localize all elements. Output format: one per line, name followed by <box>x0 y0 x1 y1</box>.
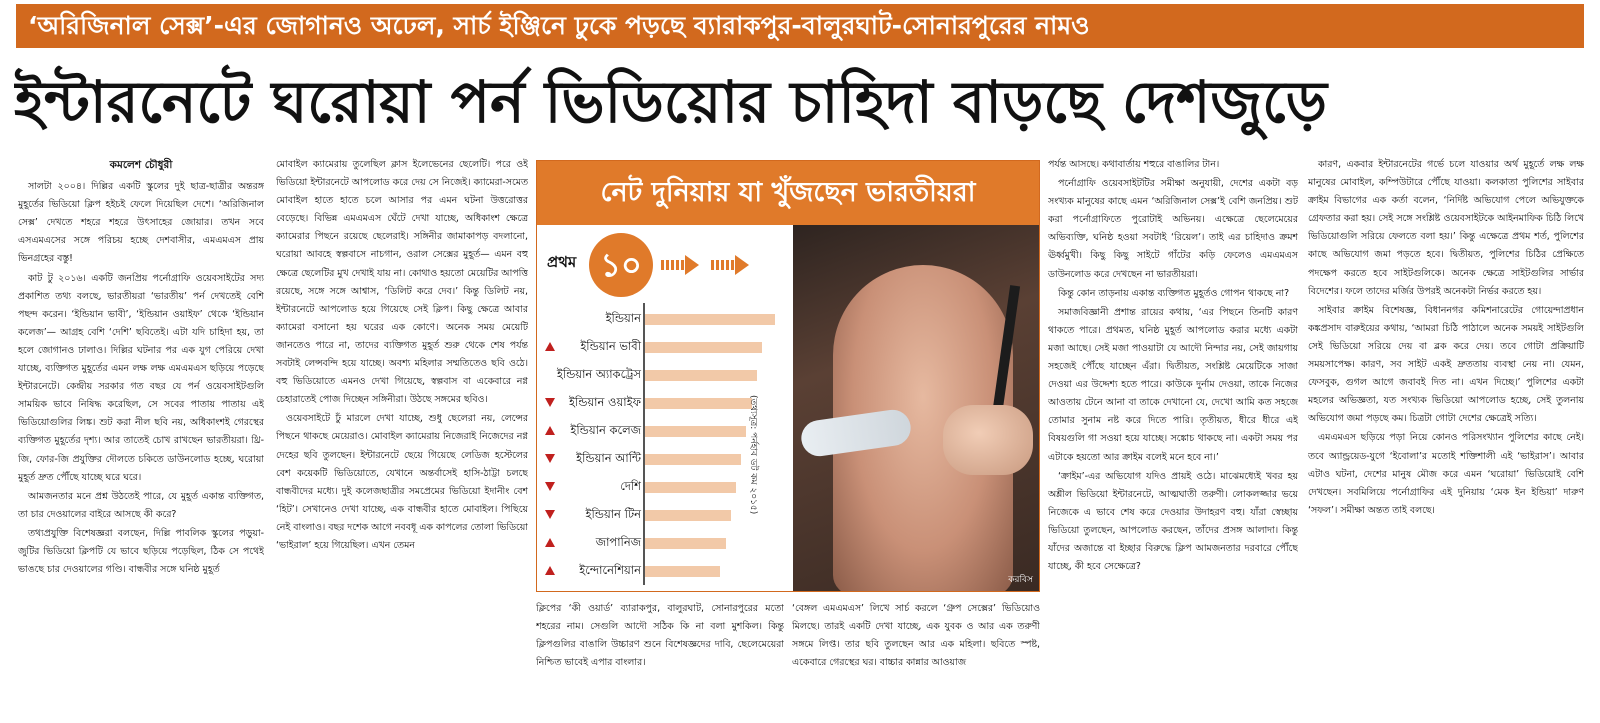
kicker-banner <box>16 4 1584 48</box>
trend-down-icon <box>545 454 555 463</box>
paragraph: কারণ, একবার ইন্টারনেটের গর্ভে চলে যাওয়ার অর্থ মুহূর্তে লক্ষ লক্ষ মানুষের মোবাইল, কম্পিউটারে পৌঁছে যাওয়া। কলকাতা পুলিশের সাইবার ক্রাইম বিভাগের এক কর্তা বলেন, ‘নির্দিষ্ট অভিযোগ পেলে অভিযুক্তকে গ্রেফতার করা হয়। সেই সঙ্গে সংশ্লিষ্ট ওয়েবসাইটকে আইনমাফিক চিঠি লিখে ভিডিয়োগুলি সরিয়ে ফেলতে বলা হয়।’ কিন্তু এক্ষেত্রে প্রথম শর্ত, পুলিশের কাছে অভিযোগ জমা পড়তে হবে। দ্বিতীয়ত, পুলিশের চিঠির প্রেক্ষিতে পদক্ষেপ করতে হবে সাইটগুলিকে। অনেক ক্ষেত্রে সাইটগুলির সার্ভার বিদেশের। ফলে তাদের মর্জির উপরই অনেকটা নির্ভর করতে হয়। <box>1308 159 1584 297</box>
list-item-bar <box>645 482 736 493</box>
list-item-bar <box>645 426 746 437</box>
trend-up-icon <box>545 566 555 575</box>
paragraph: কাট টু ২০১৬। একটি জনপ্রিয় পর্নোগ্রাফি ওয়েবসাইটের সদ্য প্রকাশিত তথ্য বলছে, ভারতীয়রা ‘ভারতীয়’ পর্ন দেখতেই বেশি পছন্দ করেন। ‘ইন্ডিয়ান ভাবী’, ‘ইন্ডিয়ান ওয়াইফ’ থেকে ‘ইন্ডিয়ান কলেজ’— আগ্রহ বেশি ‘দেশি’ ছবিতেই। এটা যদি চাহিদা হয়, তা হলে জোগানও ঢালাও। দিল্লির ঘটনার পর এক যুগ পেরিয়ে দেখা যাচ্ছে, ব্যক্তিগত মুহূর্তের এমন লক্ষ লক্ষ এমএমএস ছড়িয়ে পড়েছে ইন্টারনেটে। কেন্দ্রীয় সরকার গত বছর যে পর্ন ওয়েবসাইটগুলি সাময়িক ভাবে নিষিদ্ধ করেছিল, সে সবের পাতায় পাতায় এই ভিডিয়োগুলির লিঙ্ক। শুট করা নীল ছবি নয়, অধিকাংশই গেরস্থের ব্যক্তিগত মুহূর্তের দৃশ্য। আর তাতেই চোখ রাখছেন ভারতীয়রা। থ্রি-জি, ফোর-জি প্রযুক্তির দৌলতে চকিতে ডাউনলোড হচ্ছে, ঘরোয়া মুহূর্ত দ্রুত পৌঁছে যাচ্ছে ঘরে ঘরে। <box>18 272 264 483</box>
trend-down-icon <box>545 482 555 491</box>
photo-credit: করবিস <box>1008 575 1033 585</box>
trend-up-icon <box>545 538 555 547</box>
paragraph: ওয়েবসাইটে ঢুঁ মারলে দেখা যাচ্ছে, শুধু ছেলেরা নয়, লেন্সের পিছনে থাকছে মেয়েরাও। মোবাইল ক্যামেরায় নিজেরাই নিজেদের নগ্ন দেহের ছবি তুলছেন। ইন্টারনেটে ছেয়ে গিয়েছে লেডিজ হস্টেলের বেশ কয়েকটি ভিডিয়োতে, যেখানে অন্তর্বাসেই হাসি-ঠাট্টা চলছে বান্ধবীদের মধ্যে। দুই কলেজছাত্রীর সমপ্রেমের ভিডিয়ো ইদানীং বেশ ‘হিট’। সেখানেও দেখা যাচ্ছে, এক বান্ধবীর হাতে মোবাইল। পিছিয়ে নেই বাংলাও। বছর দশেক আগে নববধূ এক কাপলের তোলা ভিডিয়ো ‘ভাইরাল’ হয়ে গিয়েছিল। এখন তেমন <box>276 413 528 551</box>
paragraph: পর্যন্ত আসছে। কথাবার্তায় শহুরে বাঙালির টান। <box>1048 159 1220 170</box>
kicker-text: ‘অরিজিনাল সেক্স’-এর জোগানও অঢেল, সার্চ ইঞ্জিনে ঢুকে পড়ছে ব্যারাকপুর-বালুরঘাট-সোনারপুরের নামও <box>28 11 1090 40</box>
list-item-bar <box>645 314 775 325</box>
list-item-bar <box>645 398 752 409</box>
paragraph: সমাজবিজ্ঞানী প্রশান্ত রায়ের কথায়, ‘এর পিছনে তিনটি কারণ থাকতে পারে। প্রথমত, ঘনিষ্ঠ মুহূর্ত আপলোড করার মধ্যে একটা মজা আছে। সেই মজা পাওয়াটা যে আদৌ নিন্দার নয়, সেই জায়গায় সহজেই পৌঁছে যাচ্ছেন এঁরা। দ্বিতীয়ত, সংশ্লিষ্ট মেয়েটিকে সাজা দেওয়া এর উদ্দেশ্য হতে পারে। কাউকে দুর্নাম দেওয়া, তাকে নিজের আওতায় টেনে আনা বা তাকে দেখানো যে, দেখো আমি কত সহজে তোমার সুনাম নষ্ট করে দিতে পারি। তৃতীয়ত, ধীরে ধীরে এই বিষয়গুলি গা সওয়া হয়ে যাচ্ছে। সঙ্কোচ থাকছে না। একটা সময় পর এটাকে হয়তো আর ক্রাইম বলেই মনে হবে না।’ <box>1048 306 1298 463</box>
article-column-4 <box>792 600 1040 715</box>
ten-badge: ১০ <box>589 233 653 297</box>
list-item <box>537 335 793 359</box>
list-item-label: ইন্ডিয়ান <box>605 311 641 325</box>
source-note: (তথ্যসূত্র: পর্নহাব ডট কম ২০১৫) <box>748 395 758 515</box>
list-item-bar <box>645 342 762 353</box>
paragraph: সালটা ২০০৪। দিল্লির একটি স্কুলের দুই ছাত্র-ছাত্রীর অন্তরঙ্গ মুহূর্তের ভিডিয়ো ক্লিপ হইচই ফেলে দিয়েছিল দেশে। ‘অরিজিনাল সেক্স’ দেখতে শহরে শহরে উৎসাহের জোয়ার। তখন সবে এসএমএসের সঙ্গে পরিচয় হচ্ছে দেশবাসীর, এমএমএস প্রায় ভিনগ্রহের বস্তু! <box>18 181 264 265</box>
paragraph: মোবাইল ক্যামেরায় তুলেছিল ক্লাস ইলেভেনের ছেলেটি। পরে ওই ভিডিয়ো ইন্টারনেটে আপলোড করে দেয় সে নিজেই। ক্যামেরা-সমেত মোবাইল হাতে হাতে চলে আসার পর এমন ঘটনা উত্তরোত্তর বেড়েছে। বিভিন্ন এমএমএস ঘেঁটে দেখা যাচ্ছে, অধিকাংশ ক্ষেত্রে ক্যামেরার পিছনে রয়েছে ছেলেরাই। সঙ্গিনীর জামাকাপড় বদলানো, ঘরোয়া আবহে স্বল্পবাসে নাচগান, ওরাল সেক্সের মুহূর্ত— এমন বহু ক্ষেত্রে ছেলেটির মুখ দেখাই যায় না। কোথাও হয়তো মেয়েটির আপত্তি রয়েছে, সঙ্গে সঙ্গে আশ্বাস, ‘ডিলিট করে দেব।’ কিন্তু ডিলিট নয়, ইন্টারনেটে আপলোড হয়ে গিয়েছে সেই ক্লিপ। কিছু ক্ষেত্রে আবার ক্যামেরা বসানো হয় ঘরের এক কোণে। অনেক সময় মেয়েটি জানতেও পারে না, তাদের ব্যক্তিগত মুহূর্ত শুরু থেকে শেষ পর্যন্ত সবটাই লেন্সবন্দি হয়ে যাচ্ছে। অবশ্য মহিলার সম্মতিতেও ছবি ওঠে। বহু ভিডিয়োতে এমনও দেখা গিয়েছে, স্বল্পবাস বা একেবারে নগ্ন চেহারাতেই পোজ দিচ্ছেন সঙ্গিনীরা। উঠছে সঙ্গমের ছবিও। <box>276 159 528 406</box>
article-column-2 <box>276 156 528 716</box>
headline: ইন্টারনেটে ঘরোয়া পর্ন ভিডিয়োর চাহিদা বাড়ছে দেশজুড়ে <box>14 68 1327 136</box>
article-column-3 <box>536 600 784 715</box>
paragraph: আমজনতার মনে প্রশ্ন উঠতেই পারে, যে মুহূর্ত একান্ত ব্যক্তিগত, তা চার দেওয়ালের বাইরে আসছে কী করে? <box>18 490 264 520</box>
arrow-icon <box>711 255 749 275</box>
list-item-bar <box>645 370 757 381</box>
article-column-1 <box>18 156 264 716</box>
list-item-bar <box>645 538 726 549</box>
list-item-label: দেশি <box>620 479 641 493</box>
list-item <box>537 559 793 583</box>
infographic <box>536 160 1040 592</box>
paragraph: সাইবার ক্রাইম বিশেষজ্ঞ, বিধাননগর কমিশনারেটের গোয়েন্দাপ্রধান কঙ্কপ্রসাদ বারুইয়ের কথায়, ‘আমরা চিঠি পাঠালে অনেক সময়ই সাইটগুলি সেই ভিডিয়ো সরিয়ে দেয় বা ব্লক করে দেয়। তবে গোটা প্রক্রিয়াটি সময়সাপেক্ষ। কারণ, সব সাইট একই দ্রুততায় ব্যবস্থা নেয় না। যেমন, ফেসবুক, গুগল আগে জবাবই দিত না। এখন দিচ্ছে।’ পুলিশের একটা মহলের অভিজ্ঞতা, যত সংখ্যক ভিডিয়ো আপলোড হচ্ছে, সেই তুলনায় অভিযোগ জমা পড়ছে কম। চিত্রটা গোটা দেশের ক্ষেত্রেই সত্যি। <box>1308 304 1584 425</box>
list-item-bar <box>645 454 741 465</box>
list-item-label: ইন্ডিয়ান আন্টি <box>576 451 641 465</box>
list-item <box>537 307 793 331</box>
prothom-label: প্রথম <box>547 253 577 271</box>
trend-down-icon <box>545 398 555 407</box>
paragraph: ক্লিপের ‘কী ওয়ার্ড’ ব্যারাকপুর, বালুরঘাট, সোনারপুরের মতো শহরের নাম। সেগুলি আদৌ সঠিক কি না বলা মুশকিল। কিন্তু ক্লিপগুলির বাঙালি উচ্চারণ শুনে বিশেষজ্ঞদের দাবি, ছেলেমেয়েরা নিশ্চিত ভাবেই এপার বাংলার। <box>536 603 784 669</box>
list-item-label: ইন্ডিয়ান টিন <box>585 507 641 521</box>
trend-up-icon <box>545 342 555 351</box>
illustration-photo <box>793 225 1039 591</box>
list-item-label: ইন্ডিয়ান অ্যাকট্রেস <box>556 367 641 381</box>
paragraph: পর্নোগ্রাফি ওয়েবসাইটটির সমীক্ষা অনুযায়ী, দেশের একটা বড় সংখ্যক মানুষের কাছে এমন ‘অরিজিনাল সেক্স’ই বেশি জনপ্রিয়। শুট করা পর্নোগ্রাফিতে পুরোটাই অভিনয়। এক্ষেত্রে ছেলেমেয়ের অভিব্যক্তি, ঘনিষ্ঠ হওয়া সবটাই ‘রিয়েল’। তাই এর চাহিদাও ক্রমশ ঊর্ধ্বমুখী। কিছু কিছু সাইটে গাঁটের কড়ি ফেলেও এমএমএস ডাউনলোড করে দেখছেন না ভারতীয়রা। <box>1048 178 1298 280</box>
trend-down-icon <box>545 510 555 519</box>
paragraph: কিন্তু কোন তাড়নায় একান্ত ব্যক্তিগত মুহূর্তও গোপন থাকছে না? <box>1058 287 1290 299</box>
paragraph: ‘ক্রাইম’-এর অভিযোগ যদিও প্রায়ই ওঠে। মাঝেমধ্যেই খবর হয় অশ্লীল ভিডিয়ো ইন্টারনেটে, আত্মঘাতী তরুণী। লোকলজ্জার ভয়ে নিজেকে এ ভাবে শেষ করে দেওয়ার উদাহরণ বহু। যাঁরা স্বেচ্ছায় ভিডিয়ো তুলছেন, আপলোড করছেন, তাঁদের প্রসঙ্গ আলাদা। কিন্তু যাঁদের অজান্তে বা ইচ্ছার বিরুদ্ধে ক্লিপ আমজনতার দরবারে পৌঁছে যাচ্ছে, কী হবে সেক্ষেত্রে? <box>1048 470 1298 573</box>
list-item <box>537 363 793 387</box>
article-column-5 <box>1048 156 1298 716</box>
byline: কমলেশ চৌধুরী <box>109 159 173 171</box>
list-item-bar <box>645 566 720 577</box>
list-item-label: ইন্ডিয়ান ভাবী <box>580 339 641 353</box>
list-item-label: ইন্ডিয়ান ওয়াইফ <box>568 395 641 409</box>
infographic-title: নেট দুনিয়ায় যা খুঁজছেন ভারতীয়রা <box>537 161 1039 225</box>
top-ten-list <box>537 225 793 591</box>
list-item-label: ইন্ডিয়ান কলেজ <box>570 423 641 437</box>
list-item-bar <box>645 510 731 521</box>
list-item-label: জাপানিজ <box>595 535 641 549</box>
paragraph: ‘বেঙ্গল এমএমএস’ লিখে সার্চ করলে ‘গ্রুপ সেক্সের’ ভিডিয়োও মিলছে। তারই একটি দেখা যাচ্ছে, এক যুবক ও আর এক তরুণী সঙ্গমে লিপ্ত। তার ছবি তুলছেন আর এক মহিলা। ছবিতে স্পষ্ট, একেবারে গেরস্থের ঘর। বাচ্চার কান্নার আওয়াজ <box>792 603 1040 669</box>
article-column-6 <box>1308 156 1584 716</box>
paragraph: তথ্যপ্রযুক্তি বিশেষজ্ঞরা বলছেন, দিল্লি পাবলিক স্কুলের পড়ুয়া-জুটির ভিডিয়ো ক্লিপটি যে ভাবে ছড়িয়ে পড়েছিল, ঠিক সে পথেই ভাঙছে চার দেওয়ালের গণ্ডি। বান্ধবীর সঙ্গে ঘনিষ্ঠ মুহূর্ত <box>18 527 264 576</box>
arrow-icon <box>661 255 699 275</box>
paragraph: এমএমএস ছড়িয়ে পড়া নিয়ে কোনও পরিসংখ্যান পুলিশের কাছে নেই। তবে অ্যান্ড্রয়েড-যুগে ‘ইবোলা’র মতোই শক্তিশালী এই ‘ভাইরাস’। আবার এটাও ঘটনা, দেশের মানুষ মৌজ করে এমন ‘ঘরোয়া’ ভিডিয়োই বেশি দেখছেন। সবমিলিয়ে পর্নোগ্রাফির এই দুনিয়ায় ‘মেক ইন ইন্ডিয়া’ দারুণ ‘সফল’। সমীক্ষা অন্তত তাই বলছে। <box>1308 432 1584 516</box>
list-item-label: ইন্দোনেশিয়ান <box>579 563 641 577</box>
trend-up-icon <box>545 426 555 435</box>
